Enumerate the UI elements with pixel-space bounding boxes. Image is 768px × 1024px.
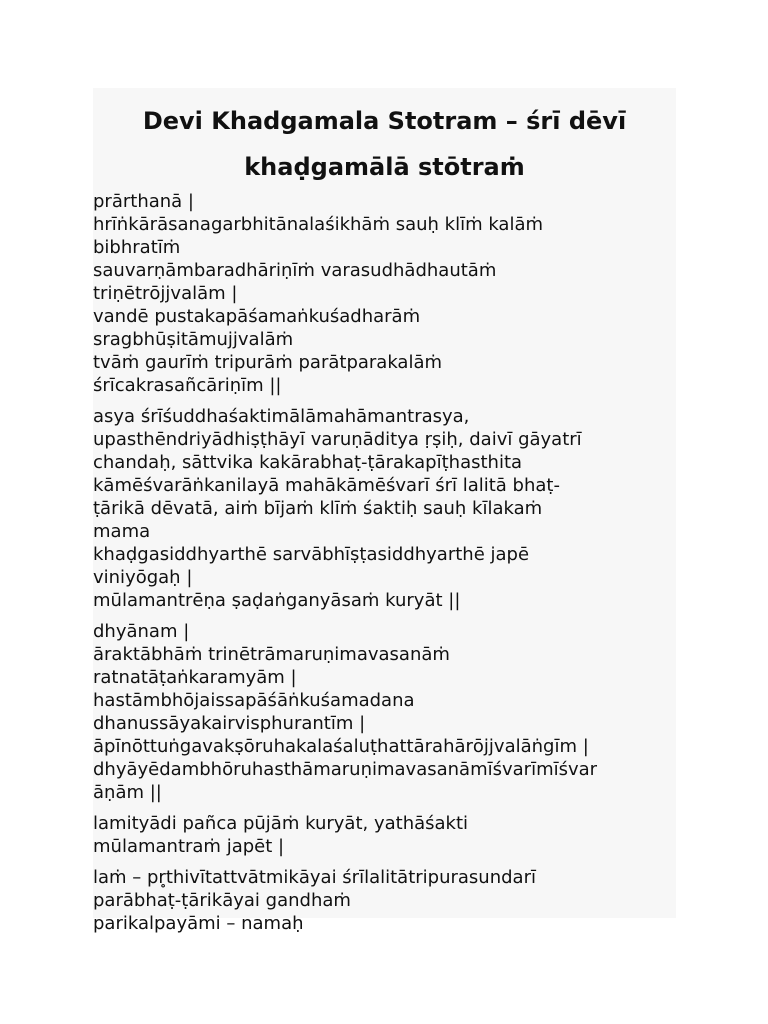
verse-line: tvāṁ gaurīṁ tripurāṁ parātparakalāṁ	[93, 352, 443, 373]
verse-line: sragbhūṣitāmujjvalāṁ	[93, 329, 294, 350]
verse-line: śrīcakrasañcāriṇīm ||	[93, 375, 282, 396]
verse-line: prārthanā |	[93, 191, 194, 212]
verse-line: hastāmbhōjaissapāśāṅkuśamadana	[93, 690, 415, 711]
verse-line: lamityādi pañca pūjāṁ kuryāt, yathāśakti	[93, 813, 469, 834]
verse-line: dhanussāyakairvisphurantīm |	[93, 713, 366, 734]
verse-line: āraktābhāṁ trinētrāmaruṇimavasanāṁ	[93, 644, 450, 665]
stanza-offering	[93, 866, 676, 935]
verse-line: laṁ – pr̥thivītattvātmikāyai śrīlalitātripurasundarī	[93, 867, 536, 888]
verse-line: sauvarṇāmbaradhāriṇīṁ varasudhādhautāṁ	[93, 260, 497, 281]
verse-line: mama	[93, 521, 151, 542]
verse-line: asya śrīśuddhaśaktimālāmahāmantrasya,	[93, 406, 470, 427]
document-page	[93, 88, 676, 934]
verse-line: upasthēndriyādhiṣṭhāyī varuṇāditya ṛṣiḥ, daivī gāyatrī	[93, 429, 582, 450]
verse-line: khaḍgasiddhyarthē sarvābhīṣṭasiddhyarthē japē	[93, 544, 530, 565]
document-title-line-2: khaḍgamālā stōtraṁ	[244, 153, 525, 181]
stanza-dhyanam	[93, 620, 676, 804]
verse-line: āṇām ||	[93, 782, 162, 803]
document-title	[93, 88, 676, 190]
verse-line: viniyōgaḥ |	[93, 567, 193, 588]
stanza-prarthana	[93, 190, 676, 397]
stanza-viniyoga	[93, 405, 676, 612]
verse-line: vandē pustakapāśamaṅkuśadharāṁ	[93, 306, 421, 327]
verse-line: ratnatāṭaṅkaramyām |	[93, 667, 297, 688]
verse-line: āpīnōttuṅgavakṣōruhakalaśaluṭhattārahārōjjvalāṅgīm |	[93, 736, 589, 757]
verse-line: hrīṅkārāsanagarbhitānalaśikhāṁ sauḥ klīṁ kalāṁ	[93, 214, 544, 235]
verse-line: parābhaṭ-ṭārikāyai gandhaṁ	[93, 890, 351, 911]
verse-line: dhyāyēdambhōruhasthāmaruṇimavasanāmīśvarīmīśvar	[93, 759, 598, 780]
verse-line: triṇētrōjjvalām |	[93, 283, 238, 304]
verse-line: kāmēśvarāṅkanilayā mahākāmēśvarī śrī lalitā bhaṭ-	[93, 475, 560, 496]
verse-line: chandaḥ, sāttvika kakārabhaṭ-ṭārakapīṭhasthita	[93, 452, 523, 473]
verse-line: ṭārikā dēvatā, aiṁ bījaṁ klīṁ śaktiḥ sauḥ kīlakaṁ	[93, 498, 543, 519]
verse-line: parikalpayāmi – namaḥ	[93, 913, 304, 934]
document-title-line-1: Devi Khadgamala Stotram – śrī dēvī	[142, 107, 627, 135]
verse-line: bibhratīṁ	[93, 237, 181, 258]
verse-line: mūlamantraṁ japēt |	[93, 836, 285, 857]
verse-line: dhyānam |	[93, 621, 190, 642]
stanza-puja	[93, 812, 676, 858]
verse-line: mūlamantrēṇa ṣaḍaṅganyāsaṁ kuryāt ||	[93, 590, 461, 611]
